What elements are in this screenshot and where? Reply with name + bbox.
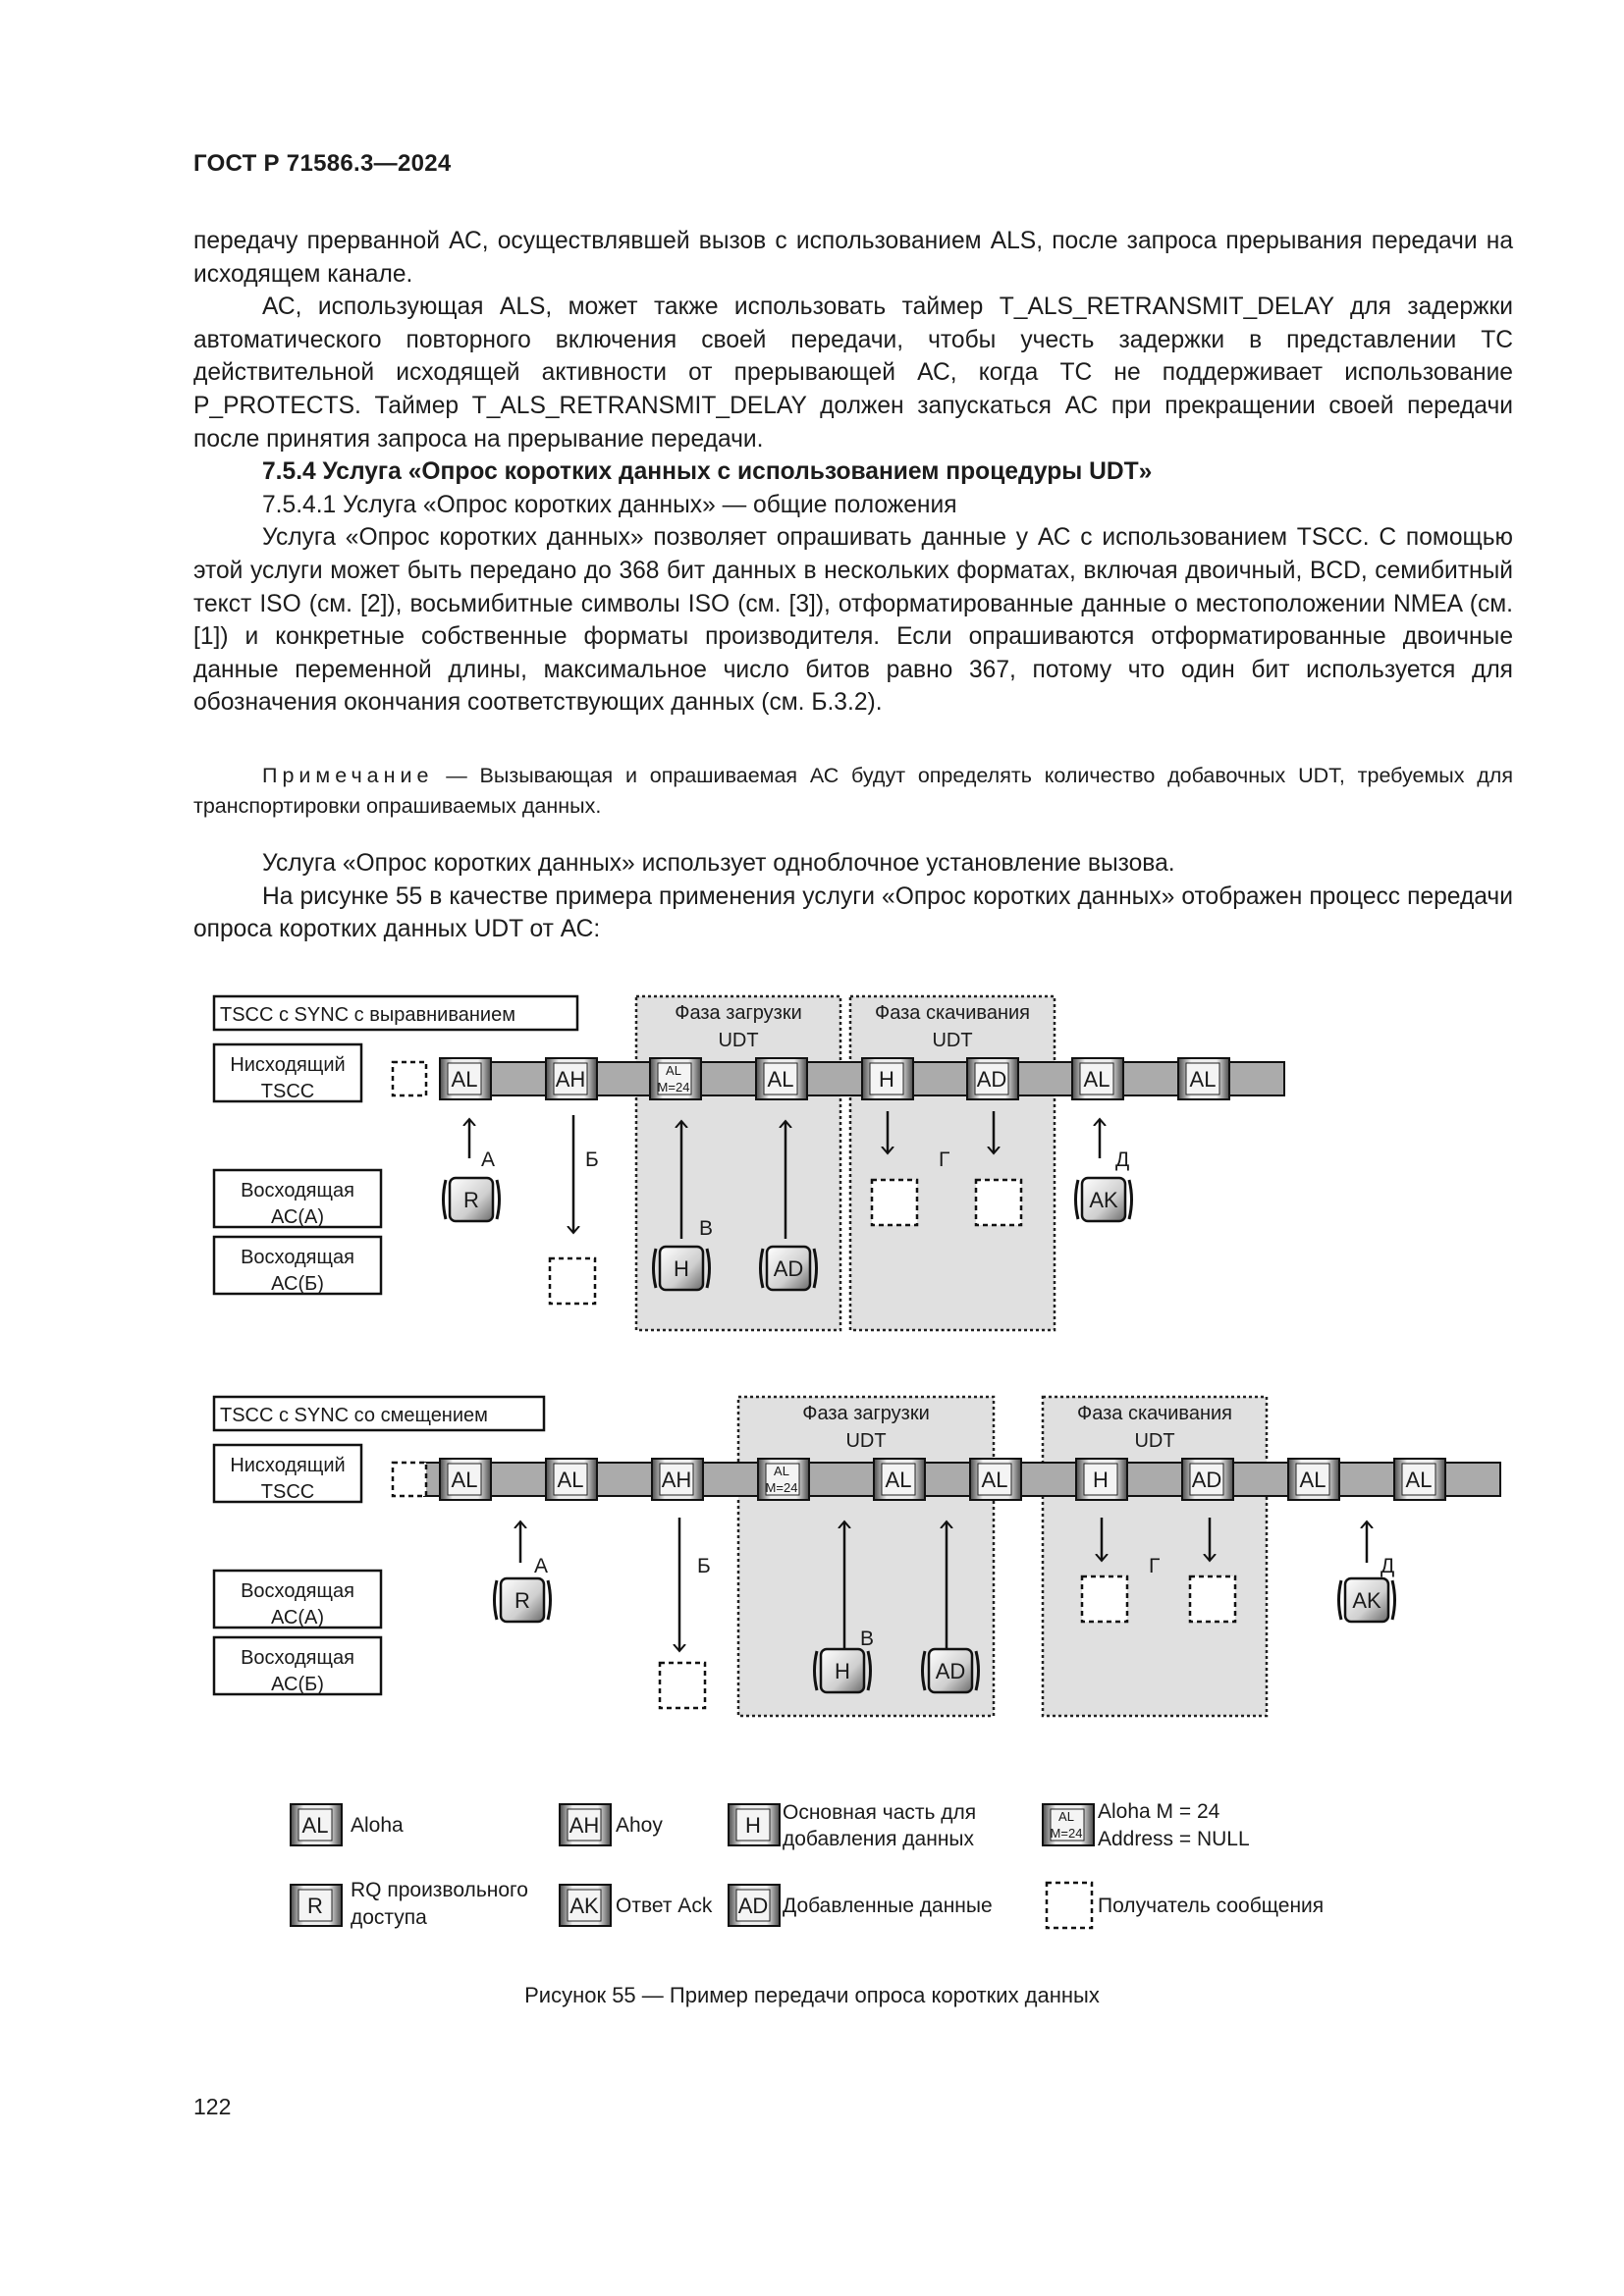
legend-cell-alm-label: AL xyxy=(1058,1809,1074,1824)
offset-upload-phase-subtitle: UDT xyxy=(845,1430,887,1452)
offset-uplink-block-ad-2-label: AD xyxy=(935,1659,966,1683)
aligned-downlink-idle-slot xyxy=(393,1062,426,1095)
aligned-uplink-block-r-0-label: R xyxy=(463,1188,479,1212)
aligned-uplink-block-h-1-label: H xyxy=(674,1256,689,1281)
offset-uplink-block-h-1-label: H xyxy=(835,1659,850,1683)
aligned-cell-al-0-label: AL xyxy=(451,1067,478,1092)
paragraph-4: Услуга «Опрос коротких данных» использует одноблочное установление вызова. xyxy=(262,850,1175,877)
aligned-downlink-label-line1: Нисходящий xyxy=(230,1054,346,1076)
offset-cell-ad-7-label: AD xyxy=(1191,1468,1222,1492)
subsection-heading: 7.5.4.1 Услуга «Опрос коротких данных» — общие положения xyxy=(262,491,957,518)
aligned-step-b: Б xyxy=(585,1148,599,1171)
aligned-uplink-block-ad-2-label: AD xyxy=(773,1256,804,1281)
aligned-cell-al-6-label: AL xyxy=(1083,1067,1110,1092)
aligned-cell-h-4-label: H xyxy=(879,1067,894,1092)
legend-cell-r-label: R xyxy=(307,1894,323,1918)
offset-cell-al-1-label: AL xyxy=(557,1468,584,1492)
offset-receiver-slot-1 xyxy=(1082,1576,1127,1622)
aligned-cell-alm-2-label2: M=24 xyxy=(657,1080,690,1095)
offset-downlink-idle-slot xyxy=(393,1463,426,1496)
legend-ad-text: Добавленные данные xyxy=(783,1895,993,1917)
legend-cell-ad-label: AD xyxy=(737,1894,769,1918)
offset-cell-al-0-label: AL xyxy=(451,1468,478,1492)
offset-step-v: В xyxy=(860,1628,875,1650)
offset-step-b: Б xyxy=(697,1555,711,1577)
aligned-receiver-slot-0 xyxy=(550,1258,595,1304)
legend-cell-ak-label: AK xyxy=(569,1894,599,1918)
offset-upload-phase-title: Фаза загрузки xyxy=(802,1403,930,1424)
aligned-cell-al-3-label: AL xyxy=(767,1067,794,1092)
offset-step-g: Г xyxy=(1149,1555,1161,1577)
aligned-uplink-b-label-line2: АС(Б) xyxy=(271,1273,324,1295)
legend-receiver-slot xyxy=(1047,1883,1092,1928)
legend-alm-text-2: Address = NULL xyxy=(1098,1828,1250,1850)
aligned-cell-ad-5-label: AD xyxy=(976,1067,1007,1092)
offset-uplink-block-r-0-label: R xyxy=(514,1588,530,1613)
aligned-title-box-text: TSCC с SYNC с выравниванием xyxy=(220,1004,515,1026)
legend-cell-alm-label2: M=24 xyxy=(1050,1826,1083,1841)
legend-h-text-1: Основная часть для xyxy=(783,1801,977,1824)
legend-alm-text-1: Aloha M = 24 xyxy=(1098,1800,1220,1823)
offset-uplink-a-label-line2: АС(А) xyxy=(270,1607,325,1629)
legend-ack-text: Ответ Ack xyxy=(616,1895,713,1917)
offset-cell-ah-2-label: AH xyxy=(661,1468,692,1492)
legend-cell-h-label: H xyxy=(745,1813,761,1838)
legend-cell-aloha-label: AL xyxy=(301,1813,329,1838)
offset-uplink-block-ak-3-label: AK xyxy=(1352,1588,1381,1613)
aligned-cell-ah-1-label: AH xyxy=(555,1067,586,1092)
offset-uplink-b-label-line2: АС(Б) xyxy=(271,1674,324,1695)
aligned-uplink-b-label-line1: Восходящая xyxy=(241,1247,354,1268)
legend-rq-text-1: RQ произвольного xyxy=(351,1879,528,1901)
paragraph-3: Услуга «Опрос коротких данных» позволяет опрашивать данные у АС с использованием TSCC. С помощью этой услуги может быть передано до 368 бит данных в нескольких форматах, включая двоичный, BCD, семибитный текст ISO (см. [2]), восьмибитные символы ISO (см. [3]), отформатированные данные о местоположении NMEA (см. [1]) и конкретные собственные форматы производителя. Если опрашиваются отформатированные двоичные данные переменной длины, максимальное число битов равно 367, потому что один бит используется для обозначения окончания соответствующих данных (см. Б.3.2). xyxy=(193,524,1513,717)
page-number: 122 xyxy=(193,2094,232,2119)
offset-title-box-text: TSCC с SYNC со смещением xyxy=(220,1405,488,1426)
offset-receiver-slot-2 xyxy=(1190,1576,1235,1622)
aligned-uplink-a-label-line1: Восходящая xyxy=(241,1180,354,1201)
aligned-receiver-slot-1 xyxy=(872,1180,917,1225)
legend-cell-ahoy-label: AH xyxy=(568,1813,600,1838)
legend-ahoy-text: Ahoy xyxy=(616,1814,663,1837)
offset-cell-al-8-label: AL xyxy=(1299,1468,1326,1492)
note-label: Примечание xyxy=(262,764,434,787)
aligned-step-a: А xyxy=(481,1148,496,1171)
aligned-upload-phase-title: Фаза загрузки xyxy=(675,1002,802,1024)
document-code-header: ГОСТ Р 71586.3—2024 xyxy=(193,150,452,177)
paragraph-2: АС, использующая ALS, может также использовать таймер T_ALS_RETRANSMIT_DELAY для задержки автоматического повторного включения своей передачи, чтобы учесть задержки в представлении ТС действительной исходящей активности от прерывающей АС, когда ТС не поддерживает использование P_PROTECTS. Таймер T_ALS_RETRANSMIT_DELAY должен запускаться АС при прекращении своей передачи после принятия запроса на прерывание передачи. xyxy=(193,294,1513,453)
aligned-cell-alm-2-label: AL xyxy=(666,1063,681,1078)
offset-cell-al-9-label: AL xyxy=(1405,1468,1433,1492)
offset-uplink-b-label-line1: Восходящая xyxy=(241,1647,354,1669)
legend-aloha-text: Aloha xyxy=(351,1814,404,1837)
offset-cell-alm-3-label: AL xyxy=(774,1464,789,1478)
aligned-download-phase-subtitle: UDT xyxy=(932,1030,973,1051)
offset-downlink-label-line2: TSCC xyxy=(260,1481,315,1503)
legend-rq-text-2: доступа xyxy=(351,1906,427,1929)
paragraph-1: передачу прерванной АС, осуществлявшей вызов с использованием ALS, после запроса прерывания передачи на исходящем канале. xyxy=(193,228,1513,288)
aligned-receiver-slot-2 xyxy=(976,1180,1021,1225)
offset-step-a: А xyxy=(534,1555,549,1577)
offset-receiver-slot-0 xyxy=(660,1663,705,1708)
aligned-download-phase-title: Фаза скачивания xyxy=(875,1002,1030,1024)
offset-cell-alm-3-label2: M=24 xyxy=(765,1480,798,1495)
aligned-step-g: Г xyxy=(939,1148,950,1171)
offset-uplink-a-label-line1: Восходящая xyxy=(241,1580,354,1602)
aligned-uplink-block-ak-3-label: AK xyxy=(1089,1188,1118,1212)
offset-download-phase-subtitle: UDT xyxy=(1134,1430,1175,1452)
section-heading: 7.5.4 Услуга «Опрос коротких данных с использованием процедуры UDT» xyxy=(262,458,1153,486)
aligned-upload-phase-subtitle: UDT xyxy=(718,1030,759,1051)
offset-cell-h-6-label: H xyxy=(1093,1468,1109,1492)
paragraph-5: На рисунке 55 в качестве примера применения услуги «Опрос коротких данных» отображен процесс передачи опроса коротких данных UDT от АС: xyxy=(193,882,1513,943)
aligned-uplink-a-label-line2: АС(А) xyxy=(270,1206,325,1228)
aligned-step-v: В xyxy=(699,1217,714,1240)
aligned-cell-al-7-label: AL xyxy=(1189,1067,1217,1092)
legend-h-text-2: добавления данных xyxy=(783,1828,975,1850)
aligned-step-d: Д xyxy=(1115,1148,1130,1171)
figure-caption: Рисунок 55 — Пример передачи опроса коротких данных xyxy=(524,1983,1100,2007)
note-text: — Вызывающая и опрашиваемая АС будут определять количество добавочных UDT, требуемых для транспортировки опрашиваемых данных. xyxy=(193,764,1513,818)
offset-download-phase-title: Фаза скачивания xyxy=(1077,1403,1232,1424)
offset-downlink-label-line1: Нисходящий xyxy=(230,1455,346,1476)
aligned-downlink-label-line2: TSCC xyxy=(260,1081,315,1102)
offset-step-d: Д xyxy=(1380,1555,1395,1577)
offset-cell-al-4-label: AL xyxy=(885,1468,912,1492)
offset-cell-al-5-label: AL xyxy=(981,1468,1008,1492)
legend-receiver-text: Получатель сообщения xyxy=(1098,1895,1325,1917)
